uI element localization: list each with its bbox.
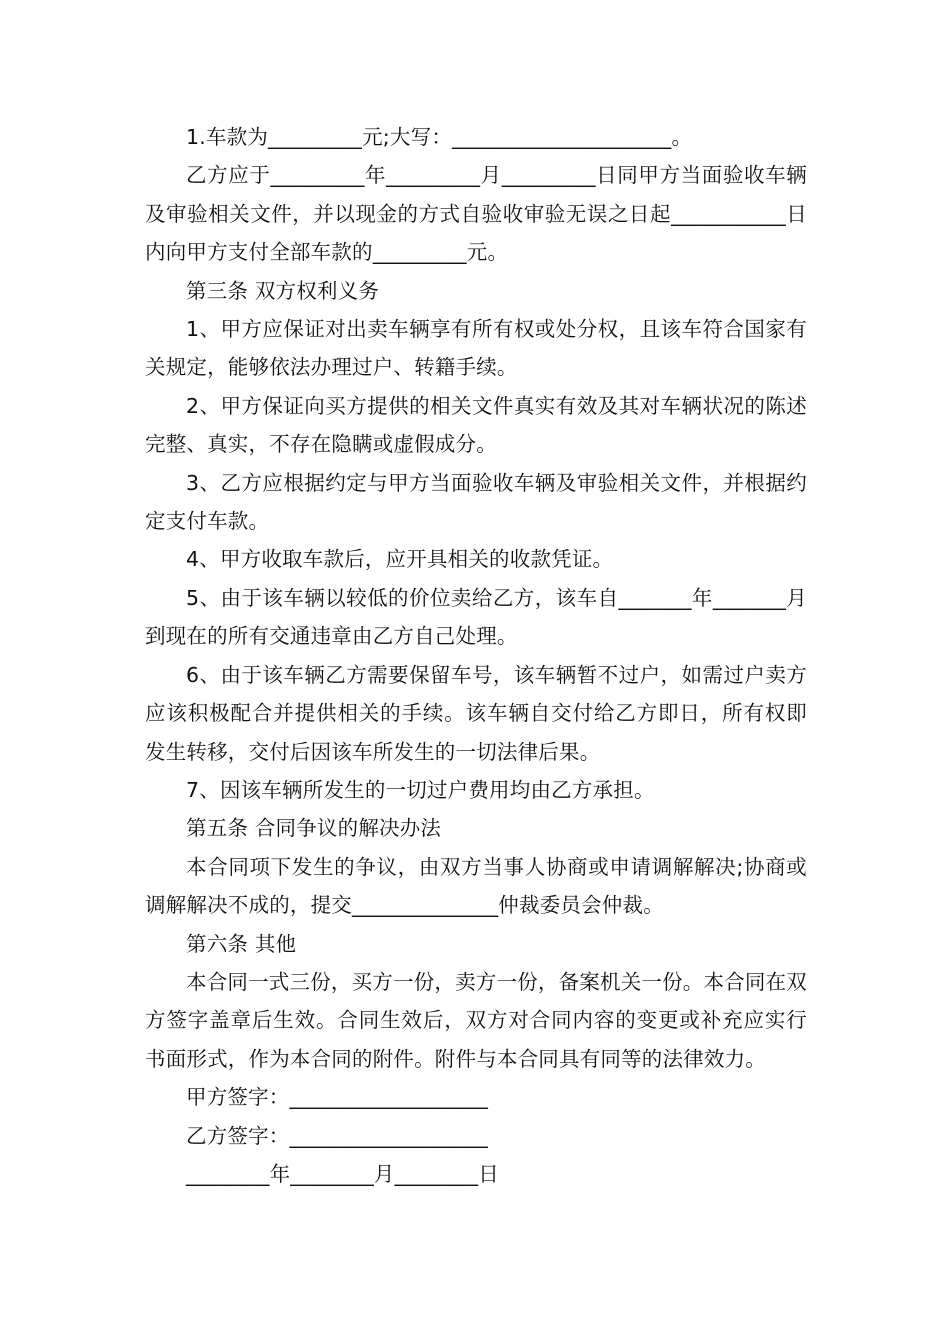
clause-item-3: 3、乙方应根据约定与甲方当面验收车辆及审验相关文件，并根据约定支付车款。	[145, 470, 807, 534]
section-heading-rights-obligations: 第三条 双方权利义务	[186, 278, 380, 303]
paragraph-price: 1.车款为_________元;大写：_____________________。	[186, 125, 693, 149]
clause-item-1: 1、甲方应保证对出卖车辆享有所有权或处分权，且该车符合国家有关规定，能够依法办理过户、转籍手续。	[145, 317, 807, 380]
paragraph-dispute: 本合同项下发生的争议，由双方当事人协商或申请调解解决;协商或调解解决不成的，提交______________仲裁委员会仲裁。	[145, 854, 807, 918]
clause-item-4: 4、甲方收取车款后，应开具相关的收款凭证。	[186, 547, 614, 572]
paragraph-inspection-payment: 乙方应于_________年_________月_________日同甲方当面验收车辆及审验相关文件，并以现金的方式自验收审验无误之日起___________日内向甲方支付全部车款的_________元。	[145, 163, 807, 265]
section-heading-dispute-resolution: 第五条 合同争议的解决办法	[186, 816, 442, 841]
section-heading-other: 第六条 其他	[186, 931, 297, 956]
clause-item-2: 2、甲方保证向买方提供的相关文件真实有效及其对车辆状况的陈述完整、真实，不存在隐瞒或虚假成分。	[145, 393, 807, 457]
clause-item-5: 5、由于该车辆以较低的价位卖给乙方，该车自_______年_______月到现在的所有交通违章由乙方自己处理。	[145, 585, 807, 649]
contract-body	[145, 118, 807, 1193]
signature-line-party-b: 乙方签字：___________________	[186, 1123, 489, 1148]
clause-item-6: 6、由于该车辆乙方需要保留车号，该车辆暂不过户，如需过户卖方应该积极配合并提供相关的手续。该车辆自交付给乙方即日，所有权即发生转移，交付后因该车所发生的一切法律后果。	[145, 662, 807, 764]
clause-item-7: 7、因该车辆所发生的一切过户费用均由乙方承担。	[186, 777, 655, 802]
paragraph-copies-validity: 本合同一式三份，买方一份，卖方一份，备案机关一份。本合同在双方签字盖章后生效。合同生效后，双方对合同内容的变更或补充应实行书面形式，作为本合同的附件。附件与本合同具有同等的法律效力。	[145, 969, 807, 1071]
date-line: ________年________月________日	[186, 1161, 499, 1186]
signature-line-party-a: 甲方签字：___________________	[186, 1085, 489, 1110]
